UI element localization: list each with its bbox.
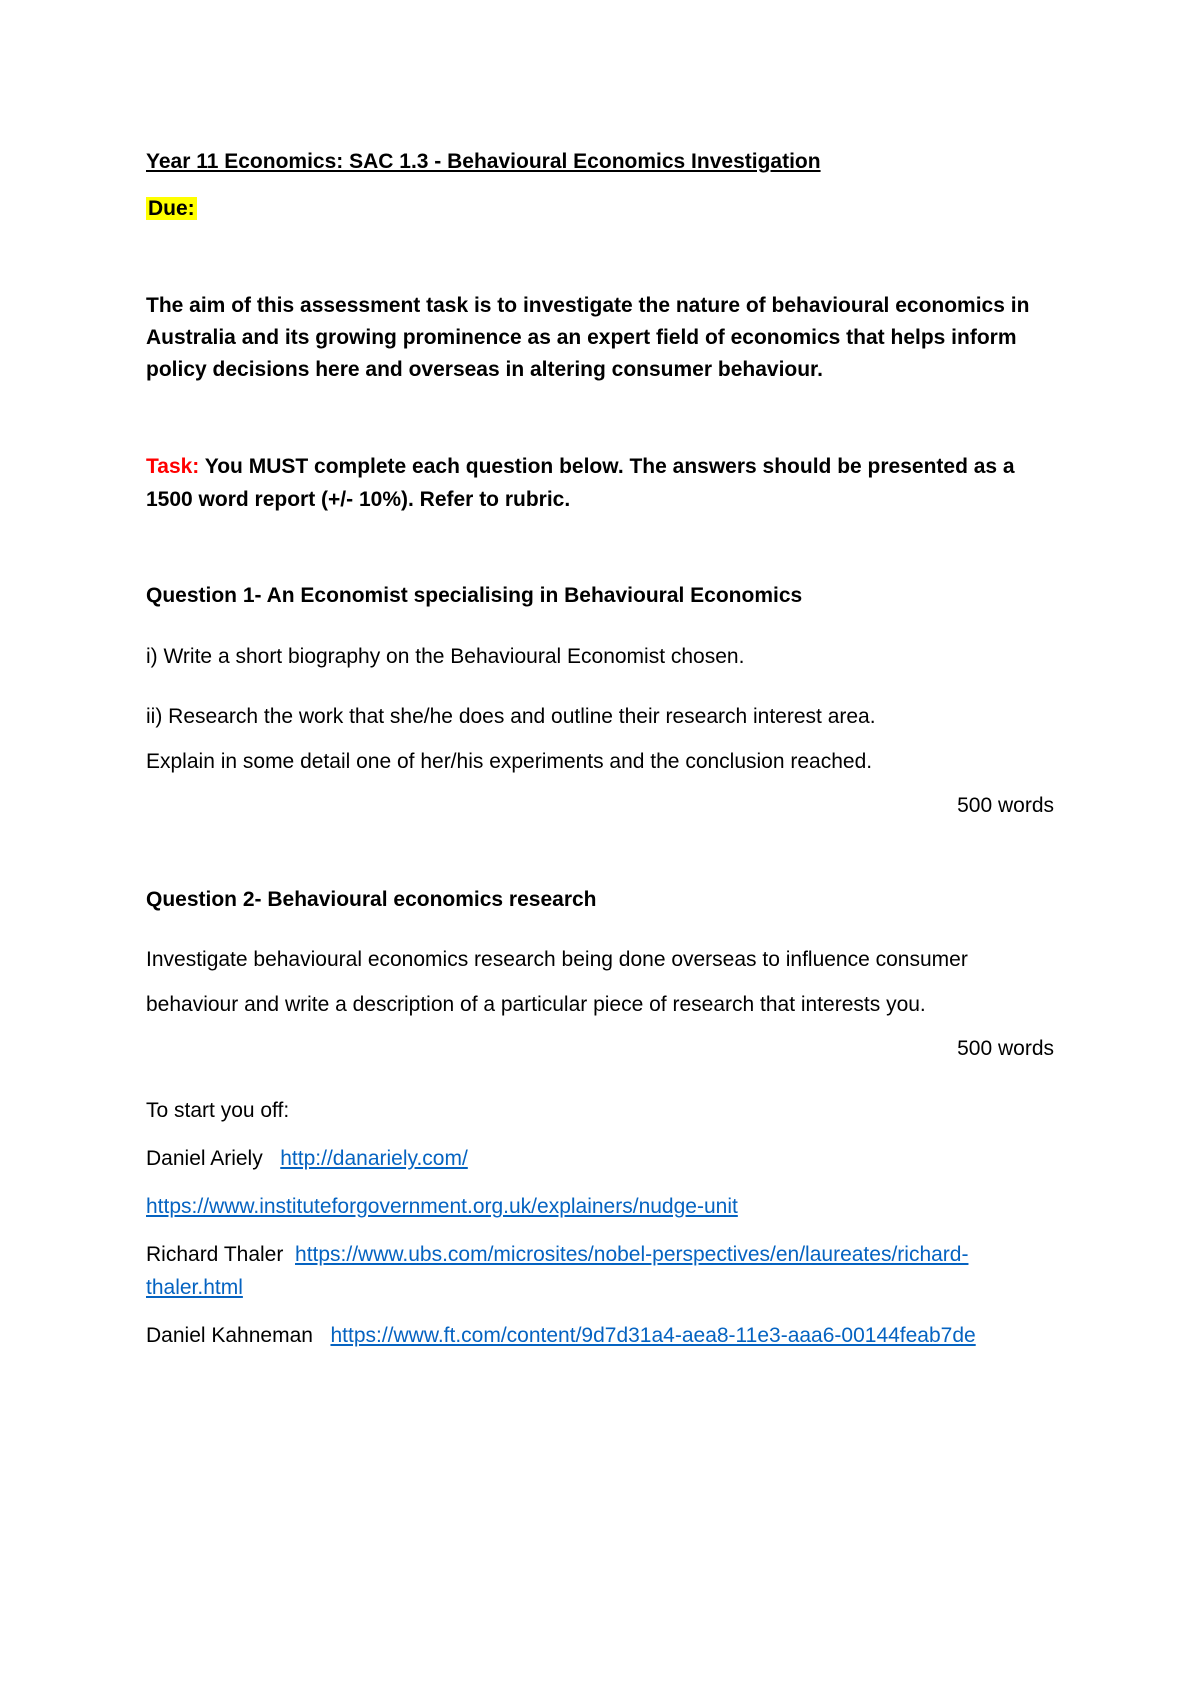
due-line	[146, 193, 197, 225]
q2-line-1: Investigate behavioural economics research being done overseas to influence consumer	[146, 948, 968, 971]
resources-intro: To start you off:	[146, 1099, 290, 1122]
due-label: Due:	[148, 197, 195, 220]
q1-explain: Explain in some detail one of her/his experiments and the conclusion reached.	[146, 750, 873, 773]
q1-word-count: 500 words	[957, 794, 1054, 817]
resource-ariely	[146, 1143, 468, 1175]
nudge-unit-link[interactable]: https://www.instituteforgovernment.org.uk/explainers/nudge-unit	[146, 1195, 738, 1218]
resource-nudge	[146, 1191, 738, 1223]
resource-kahneman	[146, 1320, 976, 1352]
aim-line-1: The aim of this assessment task is to investigate the nature of behavioural economics in	[146, 294, 1030, 317]
kahneman-link[interactable]: https://www.ft.com/content/9d7d31a4-aea8-11e3-aaa6-00144feab7de	[330, 1324, 976, 1347]
q1-part-ii: ii) Research the work that she/he does and outline their research interest area.	[146, 705, 876, 728]
ariely-link[interactable]: http://danariely.com/	[280, 1147, 468, 1170]
q2-line-2: behaviour and write a description of a particular piece of research that interests you.	[146, 993, 926, 1016]
ariely-name: Daniel Ariely	[146, 1147, 263, 1170]
resource-thaler	[146, 1239, 968, 1271]
thaler-name: Richard Thaler	[146, 1243, 284, 1266]
thaler-link[interactable]: https://www.ubs.com/microsites/nobel-perspectives/en/laureates/richard-	[295, 1243, 969, 1266]
q2-heading: Question 2- Behavioural economics research	[146, 888, 597, 911]
task-line-1	[146, 451, 1015, 483]
aim-line-3: policy decisions here and overseas in altering consumer behaviour.	[146, 358, 823, 381]
task-text-1: You MUST complete each question below. The answers should be presented as a	[199, 455, 1015, 478]
document-title: Year 11 Economics: SAC 1.3 - Behavioural Economics Investigation	[146, 150, 821, 173]
kahneman-name: Daniel Kahneman	[146, 1324, 313, 1347]
q1-part-i: i) Write a short biography on the Behavioural Economist chosen.	[146, 645, 745, 668]
task-line-2: 1500 word report (+/- 10%). Refer to rubric.	[146, 488, 571, 511]
resource-thaler-cont	[146, 1272, 243, 1304]
task-label: Task:	[146, 455, 200, 478]
q1-heading: Question 1- An Economist specialising in Behavioural Economics	[146, 584, 803, 607]
thaler-link-cont[interactable]: thaler.html	[146, 1276, 243, 1299]
aim-line-2: Australia and its growing prominence as an expert field of economics that helps inform	[146, 326, 1017, 349]
q2-word-count: 500 words	[957, 1037, 1054, 1060]
